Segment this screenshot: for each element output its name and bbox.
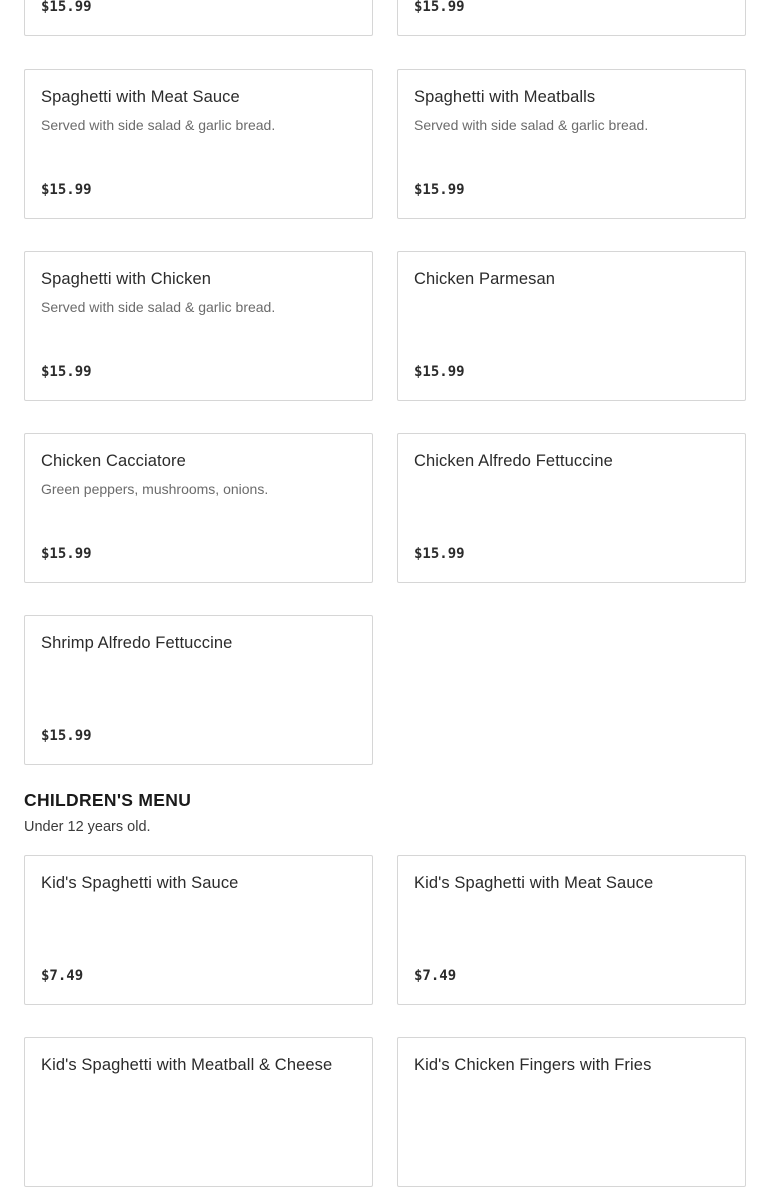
menu-item-card[interactable] xyxy=(397,1037,746,1187)
menu-item-card[interactable] xyxy=(24,433,373,583)
section-title: CHILDREN'S MENU xyxy=(24,790,192,810)
menu-item-name: Kid's Chicken Fingers with Fries xyxy=(414,1056,652,1074)
menu-item-card[interactable] xyxy=(397,433,746,583)
menu-item-card[interactable] xyxy=(24,251,373,401)
menu-item-name: Chicken Alfredo Fettuccine xyxy=(414,452,613,470)
menu-item-description: Green peppers, mushrooms, onions. xyxy=(41,481,269,497)
menu-item-name: Chicken Parmesan xyxy=(414,270,555,288)
menu-item-price: $15.99 xyxy=(41,728,92,744)
menu-item-card[interactable] xyxy=(24,69,373,219)
menu-item-description: Served with side salad & garlic bread. xyxy=(41,117,276,133)
menu-item-price: $15.99 xyxy=(41,364,92,380)
menu-item-name: Kid's Spaghetti with Sauce xyxy=(41,874,239,892)
menu-item-card[interactable] xyxy=(24,615,373,765)
menu-item-name: Spaghetti with Chicken xyxy=(41,270,212,288)
menu-item-card[interactable] xyxy=(24,0,373,36)
menu-item-card[interactable] xyxy=(397,0,746,36)
menu-item-name: Shrimp Alfredo Fettuccine xyxy=(41,634,233,652)
menu-item-price: $7.49 xyxy=(41,968,84,984)
menu-item-price: $15.99 xyxy=(414,546,465,562)
menu-item-price: $15.99 xyxy=(41,0,92,15)
menu-item-name: Kid's Spaghetti with Meatball & Cheese xyxy=(41,1056,333,1074)
menu-item-name: Spaghetti with Meat Sauce xyxy=(41,88,240,106)
menu-item-description: Served with side salad & garlic bread. xyxy=(414,117,649,133)
section-subtitle: Under 12 years old. xyxy=(24,819,151,835)
menu-item-price: $15.99 xyxy=(414,182,465,198)
menu-item-card[interactable] xyxy=(397,855,746,1005)
menu-item-card[interactable] xyxy=(397,251,746,401)
menu-item-card[interactable] xyxy=(24,855,373,1005)
menu-item-name: Spaghetti with Meatballs xyxy=(414,88,596,106)
menu-item-name: Kid's Spaghetti with Meat Sauce xyxy=(414,874,654,892)
menu-item-name: Chicken Cacciatore xyxy=(41,452,186,470)
menu-item-description: Served with side salad & garlic bread. xyxy=(41,299,276,315)
menu-item-price: $15.99 xyxy=(414,0,465,15)
menu-item-card[interactable] xyxy=(24,1037,373,1187)
menu-item-price: $15.99 xyxy=(41,182,92,198)
menu-item-price: $15.99 xyxy=(41,546,92,562)
menu-item-price: $7.49 xyxy=(414,968,457,984)
menu-item-card[interactable] xyxy=(397,69,746,219)
menu-item-price: $15.99 xyxy=(414,364,465,380)
